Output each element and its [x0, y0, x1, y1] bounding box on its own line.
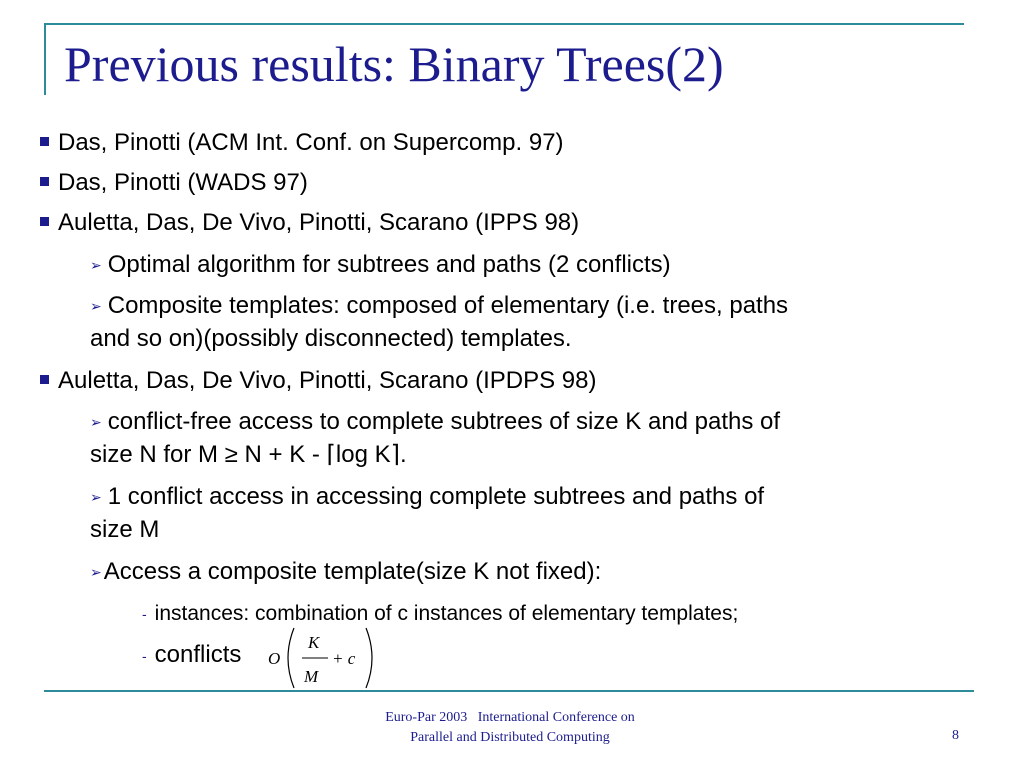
square-bullet-icon — [40, 137, 49, 146]
left-frame-line — [44, 23, 46, 95]
formula-m: M — [304, 667, 319, 686]
bullet-4: Auletta, Das, De Vivo, Pinotti, Scarano (IPDPS 98) — [40, 366, 596, 396]
square-bullet-icon — [40, 375, 49, 384]
sub-bullet-5: ➢Access a composite template(size K not fixed): — [90, 558, 602, 585]
sub-bullet-1: ➢ Optimal algorithm for subtrees and paths (2 conflicts) — [90, 251, 671, 278]
formula-o: O — [268, 649, 281, 668]
bullet-2: Das, Pinotti (WADS 97) — [40, 168, 308, 198]
square-bullet-icon — [40, 177, 49, 186]
footer-line-2: Parallel and Distributed Computing — [410, 730, 610, 745]
arrow-bullet-icon: ➢ — [90, 297, 102, 314]
sub-bullet-4-cont: size M — [90, 516, 160, 543]
left-paren-icon — [288, 628, 294, 688]
bullet-1: Das, Pinotti (ACM Int. Conf. on Supercomp. 97) — [40, 128, 564, 158]
right-paren-icon — [366, 628, 372, 688]
sub-sub-bullet-2: - conflicts — [142, 641, 242, 668]
formula-k: K — [308, 633, 320, 652]
footer-line-1: Euro-Par 2003 International Conference on — [385, 710, 635, 725]
slide-title: Previous results: Binary Trees(2) — [64, 36, 724, 92]
dash-bullet-icon: - — [142, 647, 147, 664]
arrow-bullet-icon: ➢ — [90, 488, 102, 505]
sub-bullet-2: ➢ Composite templates: composed of elementary (i.e. trees, paths — [90, 292, 789, 319]
formula-plus-c: + c — [332, 649, 356, 668]
bullet-3: Auletta, Das, De Vivo, Pinotti, Scarano (IPPS 98) — [40, 208, 579, 238]
top-frame-line — [44, 23, 964, 25]
square-bullet-icon — [40, 217, 49, 226]
footer — [320, 708, 700, 748]
arrow-bullet-icon: ➢ — [90, 256, 102, 273]
sub-sub-bullet-1: - instances: combination of c instances of elementary templates; — [142, 602, 739, 625]
arrow-bullet-icon: ➢ — [90, 563, 102, 580]
page-number: 8 — [952, 728, 959, 743]
sub-bullet-3-cont: size N for M ≥ N + K - ⌈log K⌉. — [90, 441, 407, 468]
sub-bullet-4: ➢ 1 conflict access in accessing complete subtrees and paths of — [90, 483, 765, 510]
sub-bullet-2-cont: and so on)(possibly disconnected) templates. — [90, 325, 572, 352]
arrow-bullet-icon: ➢ — [90, 413, 102, 430]
conflicts-formula — [266, 626, 378, 690]
dash-bullet-icon: - — [142, 606, 147, 623]
footer-separator — [44, 690, 974, 692]
sub-bullet-3: ➢ conflict-free access to complete subtrees of size K and paths of — [90, 408, 781, 435]
